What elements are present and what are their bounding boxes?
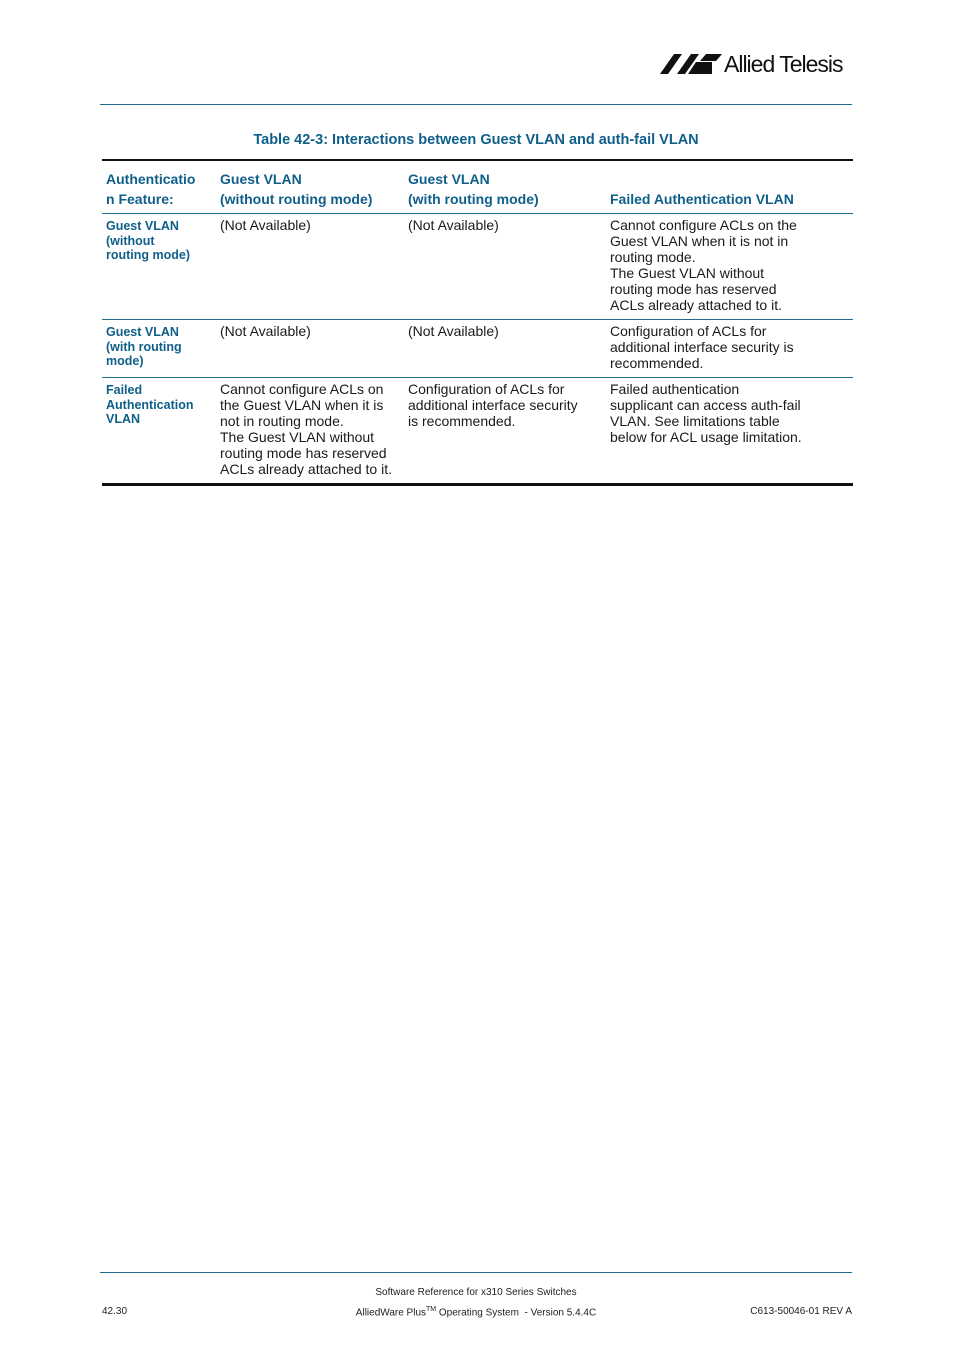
table-row <box>102 378 853 485</box>
column-header-failed-authentication-vlan: Failed Authentication VLAN <box>606 160 853 214</box>
trademark-mark: TM <box>426 1306 437 1313</box>
product-version: Operating System - Version 5.4.4C <box>436 1307 597 1319</box>
page-number: 42.30 <box>102 1306 128 1317</box>
table-caption: Table 42-3: Interactions between Guest VLAN and auth-fail VLAN <box>253 132 699 148</box>
allied-telesis-logo <box>660 50 856 78</box>
footer-divider <box>100 1272 852 1273</box>
footer-product-version <box>100 1306 852 1318</box>
footer-document-title: Software Reference for x310 Series Switches <box>375 1287 577 1298</box>
table-cell: (Not Available) <box>404 320 606 378</box>
brand-name: Allied Telesis <box>724 50 843 77</box>
document-id: C613-50046-01 REV A <box>750 1306 852 1317</box>
table-cell: Configuration of ACLs for additional interface security is recommended. <box>606 320 853 378</box>
row-header-failed-authentication-vlan: Failed Authentication VLAN <box>106 383 194 426</box>
logo-mark-icon <box>660 53 722 75</box>
row-header-guest-vlan-with-routing: Guest VLAN (with routing mode) <box>102 320 216 378</box>
column-header-guest-vlan-with-routing: Guest VLAN (with routing mode) <box>404 160 606 214</box>
table-row <box>102 320 853 378</box>
column-header-authentication-feature: Authenticatio n Feature: <box>102 160 216 214</box>
column-header-guest-vlan-without-routing: Guest VLAN (without routing mode) <box>216 160 404 214</box>
table-header-row <box>102 160 853 214</box>
table-cell: (Not Available) <box>216 214 404 320</box>
table-cell: Failed authentication supplicant can access auth-fail VLAN. See limitations table below for ACL usage limitation. <box>610 381 802 445</box>
interactions-table <box>102 159 853 486</box>
product-name: AlliedWare Plus <box>355 1307 427 1319</box>
table-row <box>102 214 853 320</box>
header-divider <box>100 104 852 105</box>
table-cell: (Not Available) <box>216 320 404 378</box>
table-cell: Cannot configure ACLs on the Guest VLAN when it is not in routing mode. The Guest VLAN without routing mode has reserved ACLs already attached to it. <box>220 381 392 477</box>
table-cell: Cannot configure ACLs on the Guest VLAN when it is not in routing mode. The Guest VLAN without routing mode has reserved ACLs already attached to it. <box>606 214 853 320</box>
row-header-guest-vlan-without-routing: Guest VLAN (without routing mode) <box>102 214 216 320</box>
table-cell: Configuration of ACLs for additional interface security is recommended. <box>408 381 578 429</box>
table-cell: (Not Available) <box>404 214 606 320</box>
